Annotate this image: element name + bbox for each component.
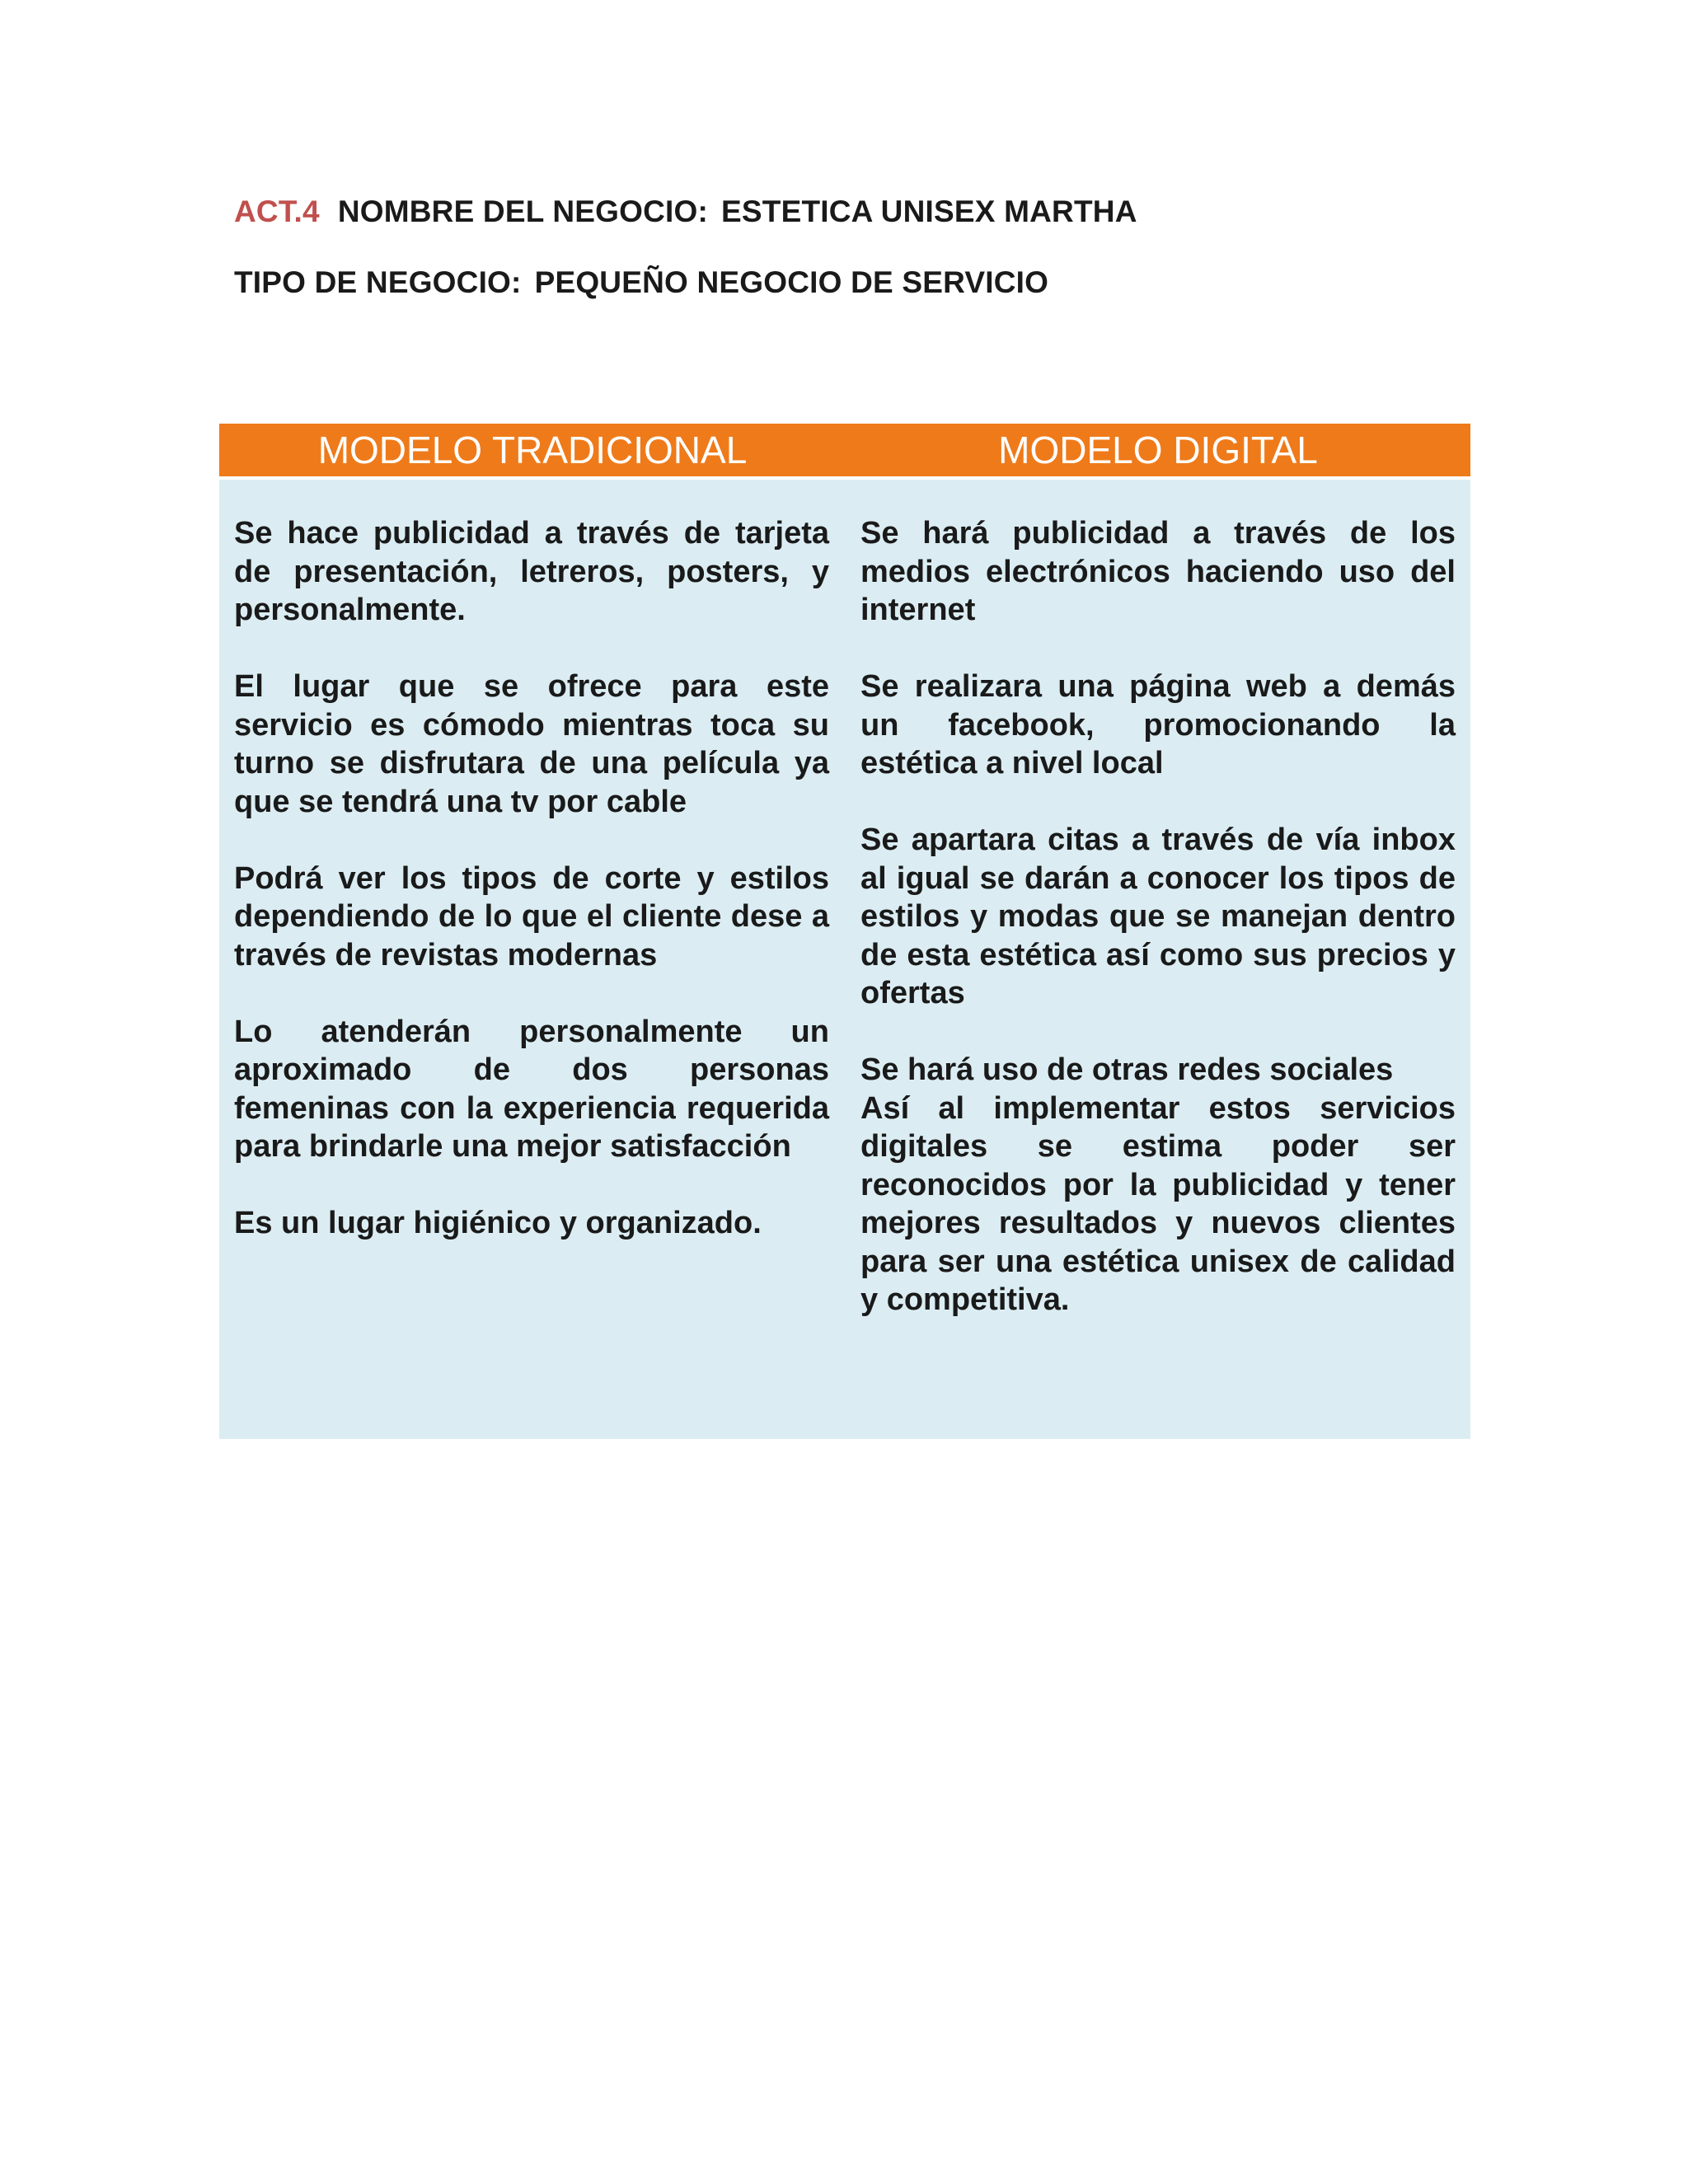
digital-paragraph: Se realizara una página web a demás un facebook, promocionando la estética a nivel local	[860, 669, 1456, 780]
table-header	[219, 424, 1470, 480]
traditional-paragraph: Lo atenderán personalmente un aproximado de dos personas femeninas con la experiencia requerida para brindarle una mejor satisfacción	[234, 1014, 829, 1164]
business-type-line	[234, 265, 1048, 300]
business-name-value: ESTETICA UNISEX MARTHA	[721, 194, 1137, 228]
digital-paragraph: Se apartara citas a través de vía inbox al igual se darán a conocer los tipos de estilos y modas que se manejan dentro de esta estética así como sus precios y ofertas	[860, 823, 1456, 1010]
business-name-line	[234, 194, 1137, 229]
activity-number: ACT.4	[234, 194, 320, 228]
business-type-value: PEQUEÑO NEGOCIO DE SERVICIO	[534, 265, 1049, 299]
column-title-digital: MODELO DIGITAL	[998, 429, 1318, 471]
traditional-paragraph: El lugar que se ofrece para este servicio es cómodo mientras toca su turno se disfrutara de una película ya que se tendrá una tv por cable	[234, 669, 829, 819]
traditional-paragraph: Es un lugar higiénico y organizado.	[234, 1206, 762, 1240]
column-title-traditional: MODELO TRADICIONAL	[317, 429, 748, 471]
digital-paragraph: Se hará uso de otras redes sociales	[860, 1052, 1394, 1087]
business-type-label: TIPO DE NEGOCIO:	[234, 265, 522, 299]
digital-paragraph: Se hará publicidad a través de los medios electrónicos haciendo uso del internet	[860, 516, 1456, 627]
business-name-label: NOMBRE DEL NEGOCIO:	[337, 194, 709, 228]
column-traditional	[234, 514, 829, 1281]
comparison-table	[219, 424, 1470, 1439]
traditional-paragraph: Podrá ver los tipos de corte y estilos dependiendo de lo que el cliente dese a través de revistas modernas	[234, 860, 829, 972]
digital-paragraph: Así al implementar estos servicios digitales se estima poder ser reconocidos por la publicidad y tener mejores resultados y nuevos clientes para ser una estética unisex de calidad y competitiva.	[860, 1090, 1456, 1317]
traditional-paragraph: Se hace publicidad a través de tarjeta de presentación, letreros, posters, y personalmente.	[234, 516, 829, 627]
column-digital	[860, 514, 1456, 1357]
